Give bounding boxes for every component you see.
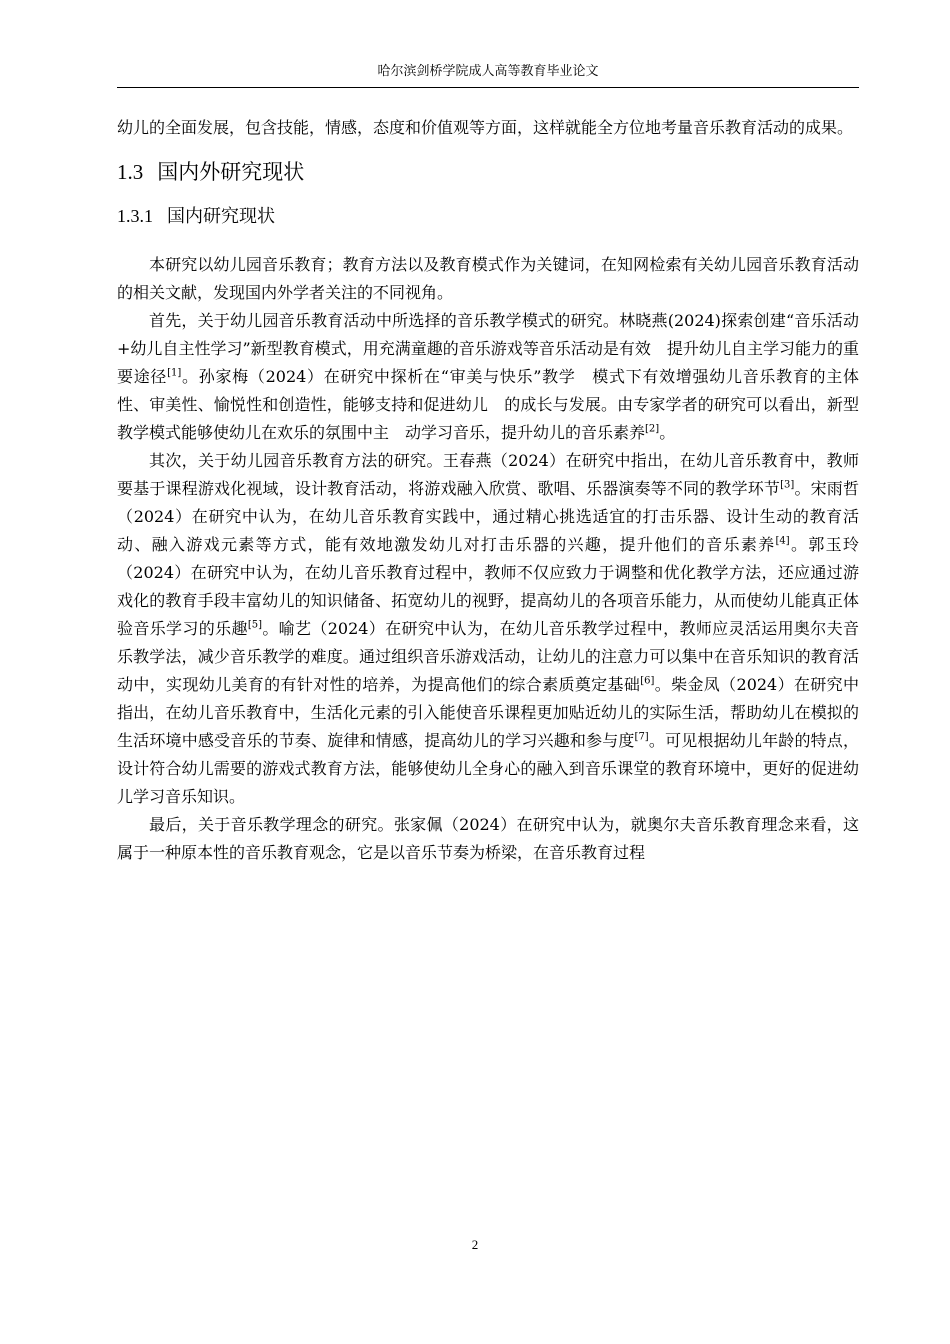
text-run: 。可见根据幼儿年龄的特点，设计符合幼儿需要的游戏式教育方法，能够使幼儿全身心的融入到音乐课堂的教育环境中，更好的促进幼儿学习音乐知识。 [117, 731, 859, 806]
paragraph-teaching-methods [117, 447, 859, 811]
citation-6: [6] [640, 675, 655, 687]
text-run: 其次，关于幼儿园音乐教育方法的研究。王春燕（2024）在研究中指出，在幼儿音乐教育中，教师要基于课程游戏化视域，设计教育活动，将游戏融入欣赏、歌唱、乐器演奏等不同的教学环节 [117, 451, 859, 498]
text-run: 。孙家梅（2024）在研究中探析在“审美与快乐”教学 模式下有效增强幼儿音乐教育的主体性、审美性、愉悦性和创造性，能够支持和促进幼儿 的成长与发展。由专家学者的研究可以看出，新型教学模式能够使幼儿在欢乐的氛围中主 动学习音乐，提升幼儿的音乐素养 [117, 367, 859, 442]
paragraph-teaching-modes [117, 307, 859, 447]
citation-5: [5] [247, 619, 262, 631]
subsection-number: 1.3.1 [117, 206, 153, 226]
running-header: 哈尔滨剑桥学院成人高等教育毕业论文 [377, 64, 599, 79]
text-run: 首先，关于幼儿园音乐教育活动中所选择的音乐教学模式的研究。林晓燕(2024)探索创建“音乐活动+幼儿自主性学习”新型教育模式，用充满童趣的音乐游戏等音乐活动是有效 提升幼儿自主学习能力的重要途径 [117, 311, 859, 386]
section-heading [117, 152, 859, 192]
text-run: 。 [659, 423, 676, 442]
subsection-title: 国内研究现状 [167, 206, 275, 227]
citation-2: [2] [645, 423, 660, 435]
citation-3: [3] [780, 479, 795, 491]
paragraph-keywords: 本研究以幼儿园音乐教育；教育方法以及教育模式作为关键词，在知网检索有关幼儿园音乐教育活动的相关文献，发现国内外学者关注的不同视角。 [117, 255, 859, 302]
citation-7: [7] [634, 731, 649, 743]
header-rule [117, 87, 859, 88]
page-number: 2 [471, 1237, 479, 1252]
text-run: 。郭玉玲（2024）在研究中认为，在幼儿音乐教育过程中，教师不仅应致力于调整和优化教学方法，还应通过游戏化的教育手段丰富幼儿的知识储备、拓宽幼儿的视野，提高幼儿的各项音乐能力，从而使幼儿能真正体验音乐学习的乐趣 [117, 535, 859, 638]
section-number: 1.3 [117, 160, 144, 184]
page-body [117, 114, 859, 867]
paragraph-teaching-concepts: 最后，关于音乐教学理念的研究。张家佩（2024）在研究中认为，就奥尔夫音乐教育理念来看，这属于一种原本性的音乐教育观念，它是以音乐节奏为桥梁，在音乐教育过程 [117, 815, 859, 862]
citation-4: [4] [775, 535, 790, 547]
continuation-paragraph: 幼儿的全面发展，包含技能，情感，态度和价值观等方面，这样就能全方位地考量音乐教育活动的成果。 [117, 118, 854, 137]
citation-1: [1] [167, 367, 182, 379]
section-title: 国内外研究现状 [157, 160, 305, 184]
subsection-heading [117, 198, 859, 235]
text-run: 。喻艺（2024）在研究中认为，在幼儿音乐教学过程中，教师应灵活运用奥尔夫音乐教学法，减少音乐教学的难度。通过组织音乐游戏活动，让幼儿的注意力可以集中在音乐知识的教育活动中，实现幼儿美育的有针对性的培养，为提高他们的综合素质奠定基础 [117, 619, 859, 694]
text-run: 。宋雨哲（2024）在研究中认为，在幼儿音乐教育实践中，通过精心挑选适宜的打击乐器、设计生动的教育活动、融入游戏元素等方式，能有效地激发幼儿对打击乐器的兴趣，提升他们的音乐素养 [117, 479, 859, 554]
text-run: 。柴金凤（2024）在研究中指出，在幼儿音乐教育中，生活化元素的引入能使音乐课程更加贴近幼儿的实际生活，帮助幼儿在模拟的生活环境中感受音乐的节奏、旋律和情感，提高幼儿的学习兴趣和参与度 [117, 675, 859, 750]
